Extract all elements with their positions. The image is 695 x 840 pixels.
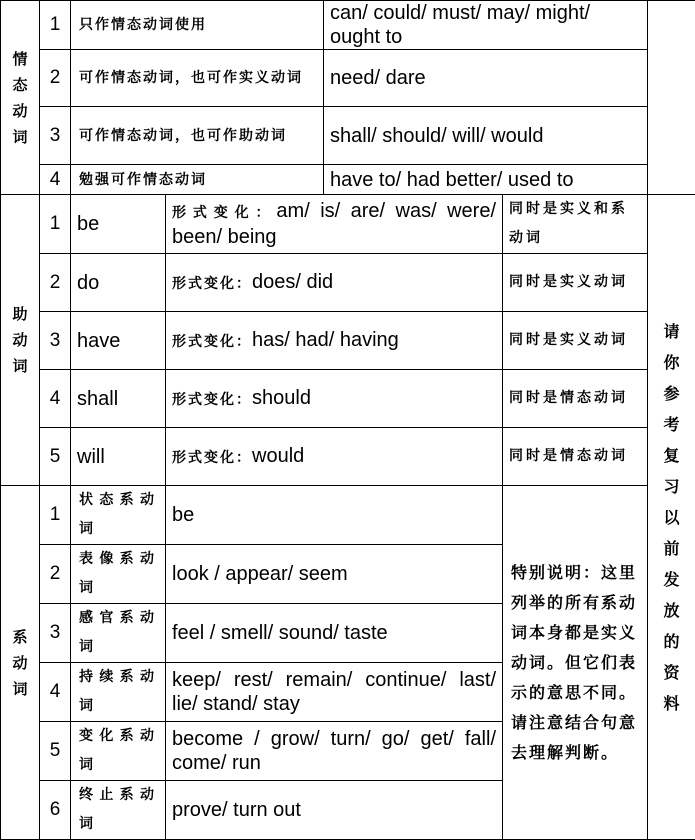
row-number: 4 bbox=[40, 663, 71, 722]
linking-type: 感官系动词 bbox=[71, 604, 166, 663]
auxiliary-row-5 bbox=[1, 428, 695, 486]
form-change-label: 形式变化： bbox=[172, 450, 252, 466]
auxiliary-verb: do bbox=[71, 254, 166, 312]
linking-examples: look / appear/ seem bbox=[166, 545, 503, 604]
row-number: 1 bbox=[40, 195, 71, 254]
linking-type: 状态系动词 bbox=[71, 486, 166, 545]
row-number: 6 bbox=[40, 781, 71, 840]
auxiliary-note: 同时是实义动词 bbox=[503, 312, 648, 370]
row-number: 4 bbox=[40, 165, 71, 195]
auxiliary-verb: be bbox=[71, 195, 166, 254]
auxiliary-forms: 形式变化：has/ had/ having bbox=[166, 312, 503, 370]
form-change-label: 形式变化： bbox=[172, 276, 252, 292]
linking-examples: prove/ turn out bbox=[166, 781, 503, 840]
modal-row-3 bbox=[1, 107, 695, 165]
auxiliary-verb: shall bbox=[71, 370, 166, 428]
modal-category-label: 情 态 动 词 bbox=[1, 1, 40, 195]
modal-examples: shall/ should/ will/ would bbox=[324, 107, 648, 165]
row-number: 3 bbox=[40, 312, 71, 370]
modal-examples: need/ dare bbox=[324, 50, 648, 107]
linking-row-1 bbox=[1, 486, 695, 545]
row-number: 3 bbox=[40, 107, 71, 165]
modal-description: 可作情态动词，也可作助动词 bbox=[71, 107, 324, 165]
auxiliary-row-3 bbox=[1, 312, 695, 370]
modal-row-2 bbox=[1, 50, 695, 107]
linking-type: 变化系动词 bbox=[71, 722, 166, 781]
row-number: 4 bbox=[40, 370, 71, 428]
row-number: 2 bbox=[40, 545, 71, 604]
auxiliary-note: 同时是实义动词 bbox=[503, 254, 648, 312]
modal-empty-side bbox=[648, 1, 695, 195]
auxiliary-forms: 形式变化：does/ did bbox=[166, 254, 503, 312]
linking-examples: become / grow/ turn/ go/ get/ fall/ come/ run bbox=[166, 722, 503, 781]
row-number: 2 bbox=[40, 254, 71, 312]
auxiliary-row-1 bbox=[1, 195, 695, 254]
modal-description: 只作情态动词使用 bbox=[71, 1, 324, 50]
linking-type: 持续系动词 bbox=[71, 663, 166, 722]
modal-examples: can/ could/ must/ may/ might/ ought to bbox=[324, 1, 648, 50]
form-change-label: 形式变化： bbox=[172, 392, 252, 408]
linking-type: 表像系动词 bbox=[71, 545, 166, 604]
row-number: 2 bbox=[40, 50, 71, 107]
auxiliary-forms: 形式变化：would bbox=[166, 428, 503, 486]
row-number: 5 bbox=[40, 722, 71, 781]
special-note: 特别说明：这里列举的所有系动词本身都是实义动词。但它们表示的意思不同。请注意结合句意去理解判断。 bbox=[503, 486, 648, 840]
modal-row-4 bbox=[1, 165, 695, 195]
modal-description: 勉强可作情态动词 bbox=[71, 165, 324, 195]
linking-category-label: 系 动 词 bbox=[1, 486, 40, 840]
auxiliary-category-label: 助 动 词 bbox=[1, 195, 40, 486]
linking-type: 终止系动词 bbox=[71, 781, 166, 840]
linking-examples: keep/ rest/ remain/ continue/ last/ lie/ stand/ stay bbox=[166, 663, 503, 722]
row-number: 1 bbox=[40, 486, 71, 545]
modal-row-1 bbox=[1, 1, 695, 50]
form-change-label: 形式变化： bbox=[172, 205, 276, 221]
row-number: 3 bbox=[40, 604, 71, 663]
auxiliary-forms: 形式变化：should bbox=[166, 370, 503, 428]
modal-description: 可作情态动词，也可作实义动词 bbox=[71, 50, 324, 107]
auxiliary-note: 同时是情态动词 bbox=[503, 428, 648, 486]
auxiliary-row-2 bbox=[1, 254, 695, 312]
linking-examples: be bbox=[166, 486, 503, 545]
auxiliary-verb: have bbox=[71, 312, 166, 370]
auxiliary-note: 同时是情态动词 bbox=[503, 370, 648, 428]
form-change-label: 形式变化： bbox=[172, 334, 252, 350]
row-number: 5 bbox=[40, 428, 71, 486]
modal-examples: have to/ had better/ used to bbox=[324, 165, 648, 195]
linking-examples: feel / smell/ sound/ taste bbox=[166, 604, 503, 663]
auxiliary-row-4 bbox=[1, 370, 695, 428]
side-reference-note: 请 你 参 考 复 习 以 前 发 放 的 资 料 bbox=[648, 195, 695, 840]
row-number: 1 bbox=[40, 1, 71, 50]
auxiliary-note: 同时是实义和系动词 bbox=[503, 195, 648, 254]
auxiliary-forms: 形式变化：am/ is/ are/ was/ were/ been/ being bbox=[166, 195, 503, 254]
auxiliary-verb: will bbox=[71, 428, 166, 486]
